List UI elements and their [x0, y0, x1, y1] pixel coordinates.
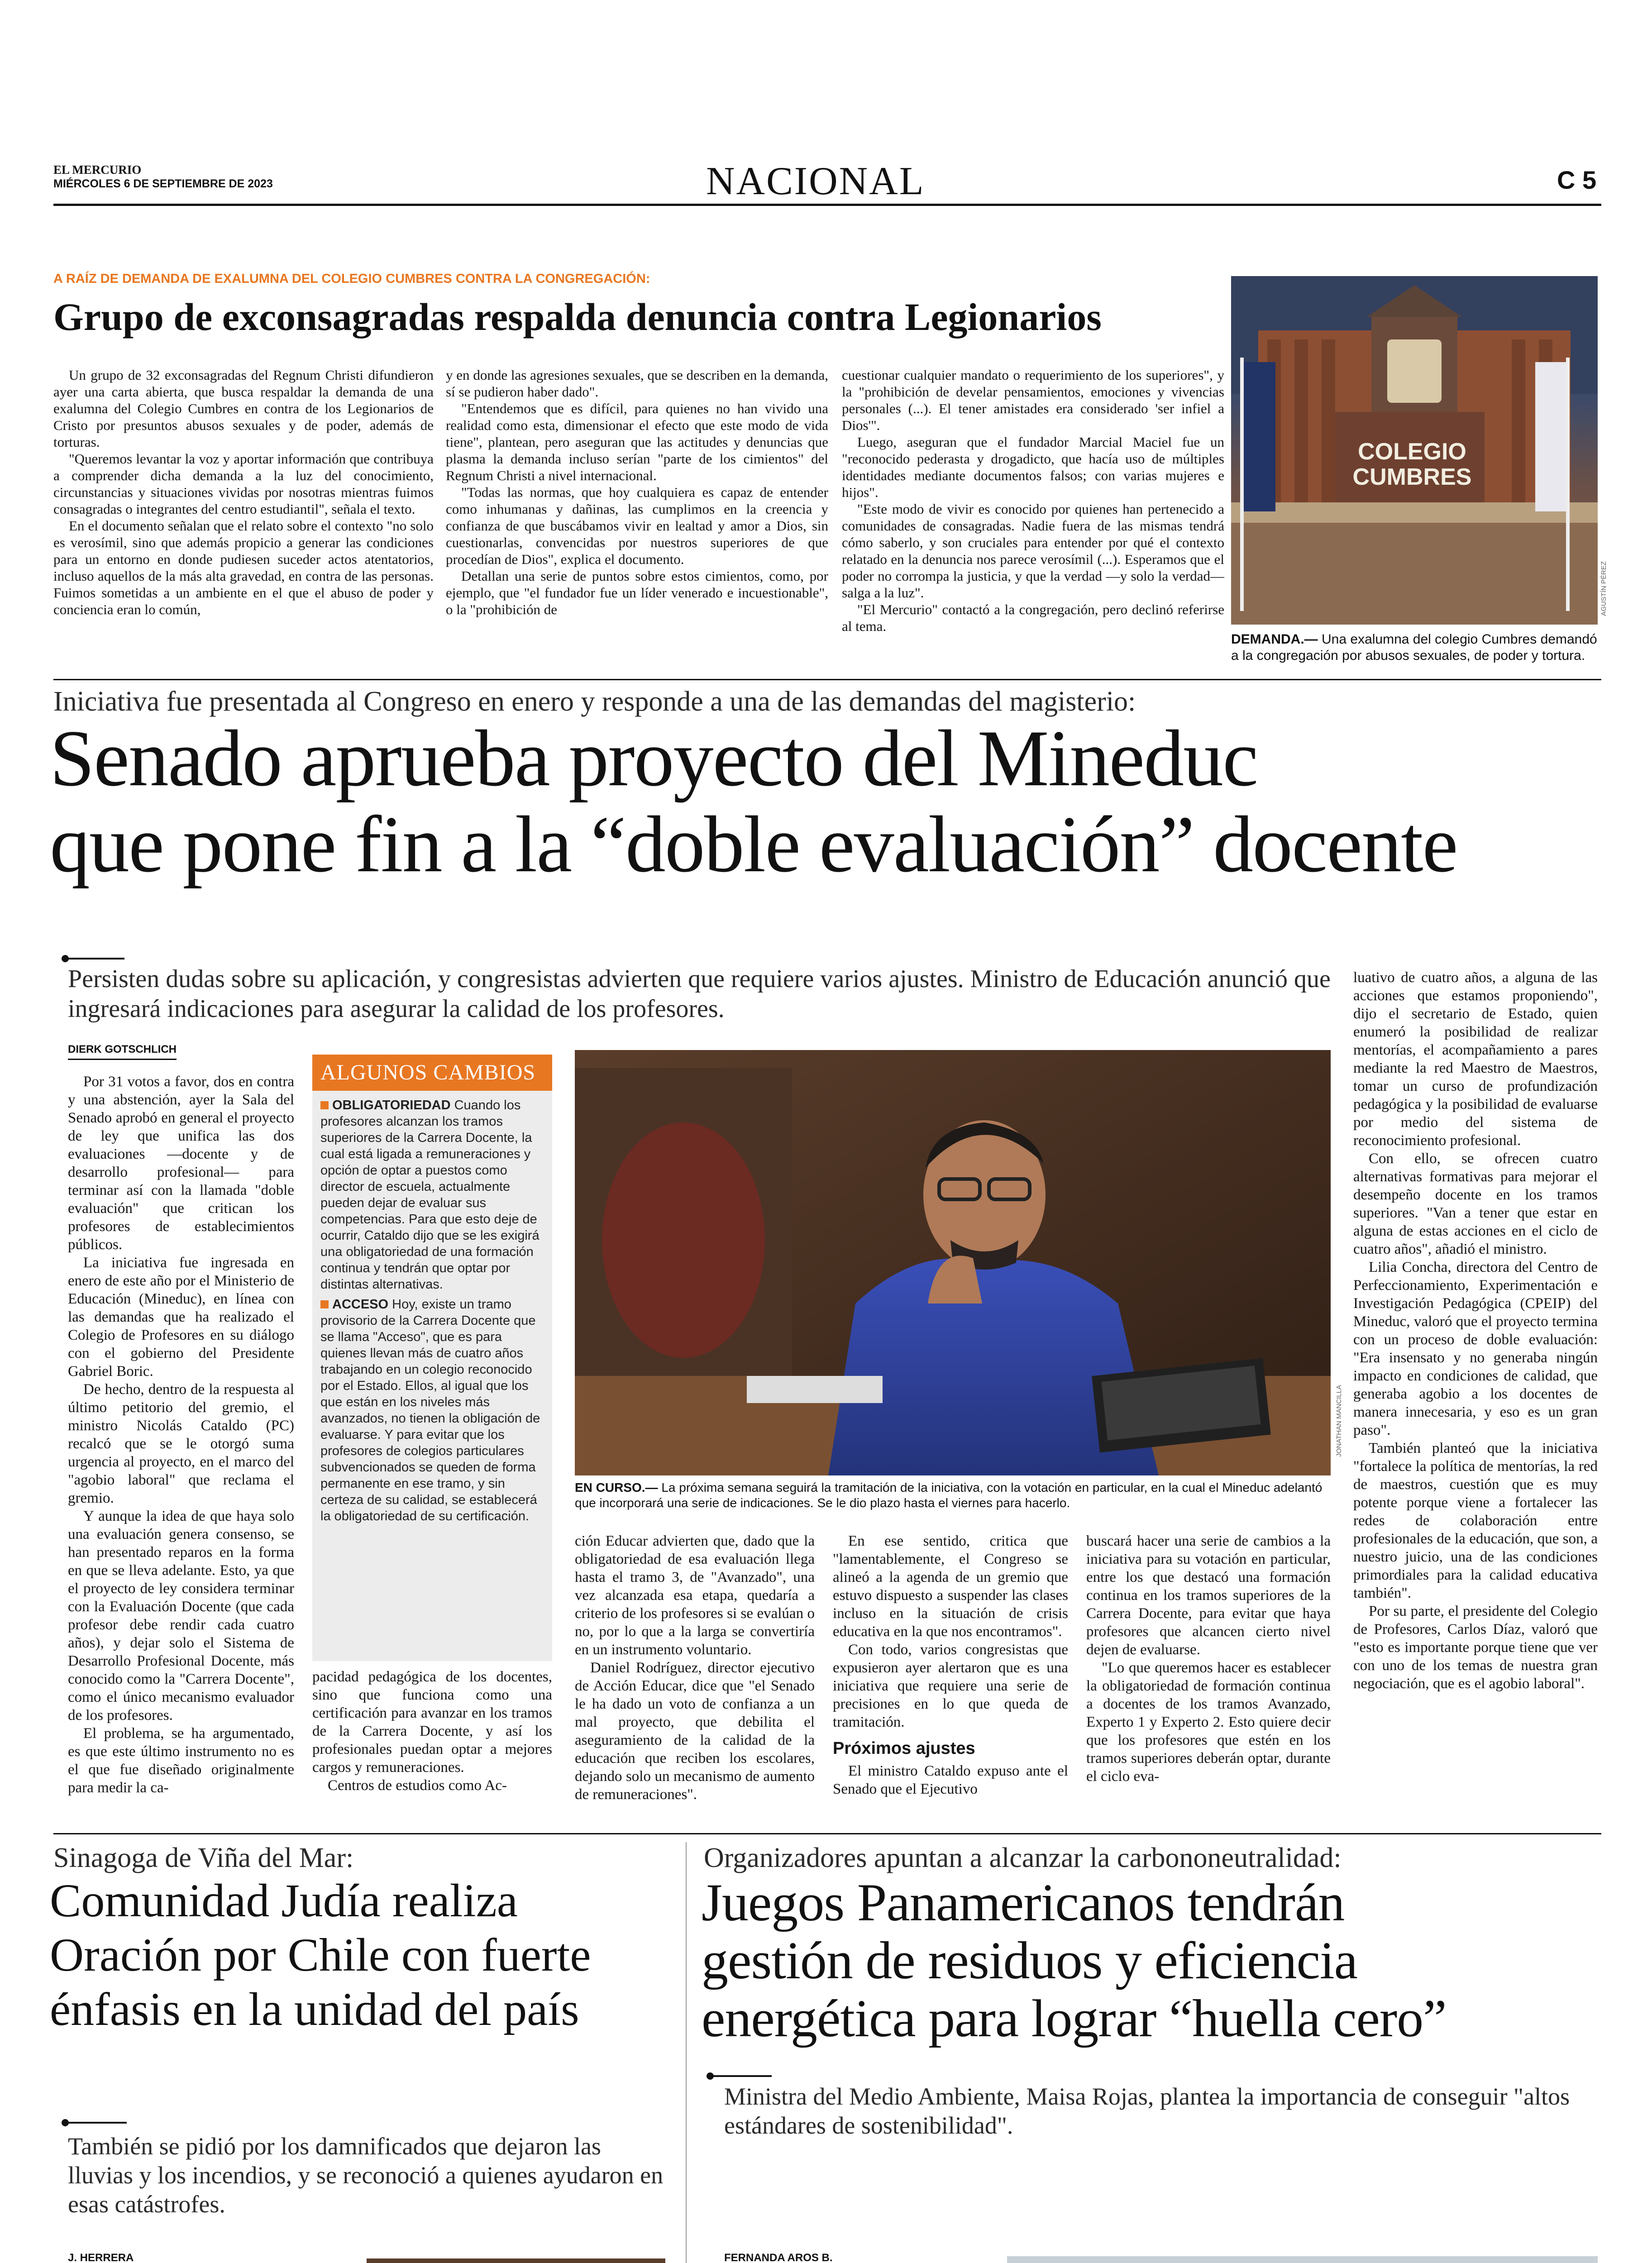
- story3-deck-rule: [63, 2122, 127, 2124]
- story4-headline-line1: Juegos Panamericanos tendrán: [702, 1873, 1345, 1932]
- story1-photo-credit: AGUSTÍN PÉREZ: [1600, 561, 1608, 616]
- section-divider-1: [53, 679, 1601, 680]
- story1-col1: Un grupo de 32 exconsagradas del Regnum Christi difundieron ayer una carta abierta, que busca respaldar la demanda de una exalumna del Colegio Cumbres en contra de los Legionarios de Cristo por presuntos abusos sexuales y de poder, además de torturas. "Queremos levantar la voz y aportar información que contribuya a comprender dicha demanda a la luz del conocimiento, circunstancias y situaciones vividas por nosotras mientras fuimos consagradas o integrantes del centro estudiantil", señala el texto. En el documento señalan que el relato sobre el contexto "no solo es verosímil, sino que además propicio a generar las condiciones para un entorno en donde pudiesen suceder actos atentatorios, incluso aquellos de la más alta gravedad, en contra de las personas. Fuimos sometidas a un ambiente en el que el abuso de poder y conciencia eran lo común,: [53, 367, 434, 617]
- story4-byline: FERNANDA AROS B.: [724, 2252, 833, 2263]
- story1-caption: DEMANDA.— Una exalumna del colegio Cumbres demandó a la congregación por abusos sexuales, de poder y tortura.: [1231, 632, 1597, 663]
- ceremony-illustration: [367, 2258, 665, 2263]
- sidebar-item-acceso: ACCESO Hoy, existe un tramo provisorio de la Carrera Docente que se llama "Acceso", que es para quienes llevan más de cuatro años trabajando en un colegio reconocido por el Estado. Ellos, al igual que los que están en los niveles más avanzados, no tienen la obligación de evaluarse. Y para evitar que los profesores de colegios particulares subvencionados se queden de forma permanente en ese tramo, y sin certeza de su calidad, se establecerá la obligatoriedad de su certificación.: [320, 1297, 540, 1523]
- story1-headline: Grupo de exconsagradas respalda denuncia contra Legionarios: [53, 295, 1102, 339]
- story4-col1: [724, 2252, 987, 2263]
- page-number: C 5: [1557, 166, 1597, 194]
- story2-col6: luativo de cuatro años, a alguna de las acciones que estamos proponiendo", dijo el secretario de Estado, quien enumeró la posibilidad de realizar mentorías, el acompañamiento a pares mediante la red Maestro de Maestros, tomar un curso de profundización pedagógica y la posibilidad de evaluarse por medio del sistema de reconocimiento profesional. Con ello, se ofrecen cuatro alternativas formativas para mejorar el desempeño docente en los tramos superiores. "Van a tener que estar en alguna de estas acciones en el ciclo de cuatro años", añadió el ministro. Lilia Concha, directora del Centro de Perfeccionamiento, Experimentación e Investigación Pedagógica (CPEIP) del Mineduc, valoró que el proyecto termina con un proceso de doble evaluación: "Era insensato y no generaba ningún impacto en condiciones de calidad, que generaba agobio a los docentes de manera innecesaria, y eso es un gran paso". También planteó que la iniciativa "fortalece la política de mentorías, la red de maestros, cuestión que es muy potente porque viene a fortalecer las redes de colaboración entre profesionales de la educación, que son, a nuestro juicio, una de las condiciones primordiales para la calidad educativa también". Por su parte, el presidente del Colegio de Profesores, Carlos Díaz, valoró que "esto es importante porque tiene que ver con uno de los temas de nuestra gran negociación, que es el agobio laboral".: [1353, 969, 1598, 1692]
- story1-col3: cuestionar cualquier mandato o requerimiento de los superiores", y la "prohibición de develar pensamientos, emociones y vivencias personales (...). El tener amistades era considerado 'ser infiel a Dios'". Luego, aseguran que el fundador Marcial Maciel fue un "reconocido pederasta y drogadicto, que hacía uso de múltiples identidades mediante documentos falsos; con varias mujeres e hijos". "Este modo de vivir es conocido por quienes han pertenecido a comunidades de consagradas. Nadie fuera de las mismas tendrá cómo saberlo, y son cruciales para entender por qué el contexto relatado en la denuncia nos parece verosímil (...). Esperamos que el poder no corrompa la justicia, y que la verdad —y solo la verdad— salga a la luz". "El Mercurio" contactó a la congregación, pero declinó referirse al tema.: [842, 367, 1224, 634]
- story2-photo: [575, 1050, 1331, 1475]
- story2-headline-line1: Senado aprueba proyecto del Mineduc: [50, 713, 1258, 803]
- story2-col5: buscará hacer una serie de cambios a la iniciativa para su votación en particular, entre los que destacó una formación continua en los tramos superiores de la Carrera Docente, para evitar que haya profesores que alcancen cierto nivel dejen de evaluarse. "Lo que queremos hacer es establecer la obligatoriedad de formación continua a docentes de los tramos Avanzado, Experto 1 y Experto 2. Esto quiere decir que los profesores que estén en los tramos superiores deberán optar, durante el ciclo eva-: [1086, 1533, 1331, 1785]
- story2-caption: EN CURSO.— La próxima semana seguirá la tramitación de la iniciativa, con la votación en particular, en la cual el Mineduc adelantó que incorporará una serie de indicaciones. Se le dio plazo hasta el viernes para hacerlo.: [575, 1480, 1323, 1510]
- masthead-rule: [53, 204, 1601, 206]
- paper-name: EL MERCURIO: [53, 163, 142, 177]
- story3-byline: J. HERRERA: [68, 2252, 134, 2263]
- issue-date: MIÉRCOLES 6 DE SEPTIEMBRE DE 2023: [53, 177, 273, 190]
- story2-col4: En ese sentido, critica que "lamentablemente, el Congreso se alineó a la agenda de un gremio que estuvo dispuesto a suspender las clases incluso en la situación de crisis educativa en la que nos encontramos". Con todo, varios congresistas que expusieron ayer alertaron que es una iniciativa que requiere una serie de precisiones en lo que queda de tramitación. Próximos ajustes El ministro Cataldo expuso ante el Senado que el Ejecutivo: [833, 1533, 1068, 1797]
- sidebar-title: ALGUNOS CAMBIOS: [312, 1055, 552, 1091]
- story2-col2: pacidad pedagógica de los docentes, sino que funciona como una certificación para avanzar en los tramos de la Carrera Docente, y así los profesionales puedan optar a mejores cargos y remuneraciones. Centros de estudios como Ac-: [312, 1669, 552, 1794]
- story3-kicker: Sinagoga de Viña del Mar:: [53, 1843, 354, 1873]
- story3-deck: También se pidió por los damnificados que dejaron las lluvias y los incendios, y se reconoció a quienes ayudaron en esas catástrofes.: [68, 2133, 664, 2218]
- section-divider-2: [53, 1833, 1601, 1834]
- story4-headline-line3: energética para lograr “huella cero”: [702, 1989, 1447, 2048]
- story4-photo: [1007, 2256, 1598, 2263]
- senate-minister-illustration: [575, 1050, 1331, 1475]
- story1-photo: [1231, 276, 1598, 625]
- story1-col2: y en donde las agresiones sexuales, que se describen en la demanda, sí se pudieron haber dado". "Entendemos que es difícil, para quienes no han vivido una realidad como esta, dimensionar el efecto que este modo de vida tiene", plantean, pero aseguran que las actitudes y denuncias que plasma la demanda incluso serían "parte de los cimientos" del Regnum Christi a nivel internacional. "Todas las normas, que hoy cualquiera es capaz de entender como inhumanas y dañinas, las cumplimos en la creencia y confianza de que buscábamos vivir en lealtad y amor a Dios, sin cuestionarlas, convencidas por nuestros superiores de que procedían de Dios", explica el documento. Detallan una serie de puntos sobre estos cimientos, como, por ejemplo, que "el fundador fue un líder venerado e incuestionable", o la "prohibición de: [446, 367, 828, 617]
- story4-deck: Ministra del Medio Ambiente, Maisa Rojas, plantea la importancia de conseguir "altos estándares de sostenibilidad".: [724, 2083, 1570, 2139]
- story3-col1: [68, 2252, 303, 2263]
- sidebar-item-obligatoriedad: OBLIGATORIEDAD Cuando los profesores alcanzan los tramos superiores de la Carrera Docente, la cual está ligada a remuneraciones y opción de optar a puestos como director de escuela, actualmente pueden dejar de evaluar sus competencias. Para que esto deje de ocurrir, Cataldo dijo que se les exigirá una obligatoriedad de una formación continua y tendrán que optar por distintas alternativas.: [320, 1098, 540, 1292]
- photo-sign-text: COLEGIO CUMBRES: [1352, 439, 1472, 490]
- column-divider: [686, 1842, 687, 2263]
- story3-photo: [367, 2258, 665, 2263]
- story4-kicker: Organizadores apuntan a alcanzar la carbononeutralidad:: [704, 1843, 1342, 1873]
- story2-byline: DIERK GOTSCHLICH: [68, 1043, 177, 1060]
- story2-photo-credit: JONATHAN MANCILLA: [1335, 1385, 1343, 1457]
- story2-kicker: Iniciativa fue presentada al Congreso en enero y responde a una de las demandas del magisterio:: [53, 686, 1136, 717]
- story2-sidebar: [312, 1055, 552, 1661]
- construction-site-illustration: [1007, 2256, 1598, 2263]
- story1-kicker: A RAÍZ DE DEMANDA DE EXALUMNA DEL COLEGIO CUMBRES CONTRA LA CONGREGACIÓN:: [53, 272, 650, 286]
- story4-headline-line2: gestión de residuos y eficiencia: [702, 1931, 1358, 1990]
- story3-headline-line3: énfasis en la unidad del país: [50, 1983, 579, 2035]
- story3-headline-line2: Oración por Chile con fuerte: [50, 1929, 591, 1981]
- story2-headline-line2: que pone fin a la “doble evaluación” docente: [50, 799, 1457, 889]
- story2-subhead: Próximos ajustes: [833, 1739, 975, 1758]
- story2-col1: DIERK GOTSCHLICH Por 31 votos a favor, dos en contra y una abstención, ayer la Sala del Senado aprobó en general el proyecto de ley que unifica las dos evaluaciones —docente y de desarrollo profesional— para terminar así con la llamada "doble evaluación" que critican los profesores de establecimientos públicos. La iniciativa fue ingresada en enero de este año por el Ministerio de Educación (Mineduc), en línea con las demandas que ha realizado el Colegio de Profesores en su diálogo con el gobierno del Presidente Gabriel Boric. De hecho, dentro de la respuesta al último petitorio del gremio, el ministro Nicolás Cataldo (PC) recalcó que se le otorgó suma urgencia al proyecto, en el marco del "agobio laboral" que reclama el gremio. Y aunque la idea de que haya solo una evaluación genera consenso, se han presentado reparos en la forma en que se lleva adelante. Esto, ya que el proyecto de ley considera terminar con la Evaluación Docente (que cada profesor debe rendir cada cuatro años), y dejar solo el Sistema de Desarrollo Profesional Docente, más conocido como la "Carrera Docente", como el único mecanismo evaluador de los profesores. El problema, se ha argumentado, es que este último instrumento no es el que fue diseñado originalmente para medir la ca-: [68, 1043, 294, 1796]
- story2-deck-rule: [63, 958, 124, 960]
- story4-deck-rule: [708, 2075, 772, 2077]
- story3-headline-line1: Comunidad Judía realiza: [50, 1875, 518, 1927]
- story2-deck: Persisten dudas sobre su aplicación, y congresistas advierten que requiere varios ajustes. Ministro de Educación anunció que ingresará indicaciones para asegurar la calidad de los profesores.: [68, 965, 1331, 1023]
- section-title: NACIONAL: [706, 159, 925, 203]
- story2-col3: ción Educar advierten que, dado que la obligatoriedad de esa evaluación llega hasta el tramo 3, de "Avanzado", una vez alcanzada esa etapa, quedaría a criterio de los profesores si se evalúan o no, por lo que a la larga se convertiría en un instrumento voluntario. Daniel Rodríguez, director ejecutivo de Acción Educar, dice que "el Senado le ha dado un voto de confianza a un mal proyecto, que debilita el aseguramiento de la calidad de la educación que reciben los escolares, dejando solo un mecanismo de aumento de remuneraciones".: [575, 1533, 815, 1803]
